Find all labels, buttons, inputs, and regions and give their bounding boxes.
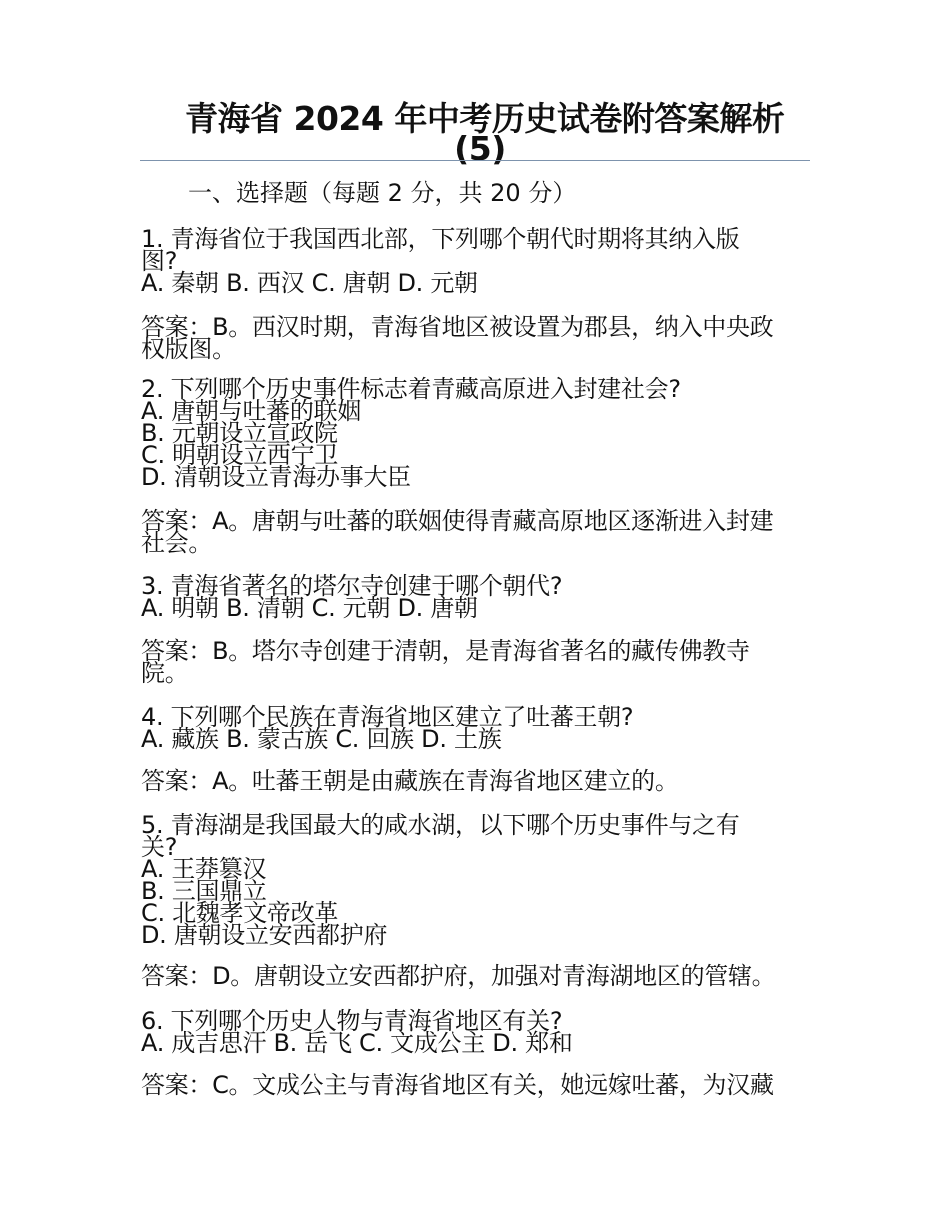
title-divider <box>140 160 810 161</box>
answer-text: 答案：D。唐朝设立安西都护府，加强对青海湖地区的管辖。 <box>141 962 776 990</box>
answer-text: 权版图。 <box>141 335 236 363</box>
question-option: A. 唐朝与吐蕃的联姻 <box>141 397 361 425</box>
question-option: D. 清朝设立青海办事大臣 <box>141 463 411 491</box>
question-option: D. 唐朝设立安西都护府 <box>141 921 388 949</box>
question-stem: 图? <box>141 247 178 275</box>
question-option: C. 明朝设立西宁卫 <box>141 441 339 469</box>
question-stem: 3. 青海省著名的塔尔寺创建于哪个朝代? <box>141 572 563 600</box>
question-stem: 5. 青海湖是我国最大的咸水湖，以下哪个历史事件与之有 <box>141 811 740 839</box>
question-4 <box>141 703 821 753</box>
question-stem: 6. 下列哪个历史人物与青海省地区有关? <box>141 1007 563 1035</box>
answer-text: 答案：A。吐蕃王朝是由藏族在青海省地区建立的。 <box>141 767 679 795</box>
title-line-1: 青海省 2024 年中考历史试卷附答案解析 <box>185 99 785 138</box>
question-1 <box>141 225 821 297</box>
answer-text: 答案：B。西汉时期，青海省地区被设置为郡县，纳入中央政 <box>141 313 774 341</box>
answer-text: 答案：C。文成公主与青海省地区有关，她远嫁吐蕃，为汉藏 <box>141 1071 774 1099</box>
question-options: A. 藏族 B. 蒙古族 C. 回族 D. 土族 <box>141 725 502 753</box>
question-stem: 关? <box>141 833 178 861</box>
answer-3 <box>141 637 821 687</box>
question-option: B. 三国鼎立 <box>141 877 267 905</box>
question-options: A. 秦朝 B. 西汉 C. 唐朝 D. 元朝 <box>141 269 478 297</box>
question-6 <box>141 1007 821 1057</box>
answer-4 <box>141 767 821 795</box>
title-line-2: (5) <box>454 129 506 168</box>
question-option: C. 北魏孝文帝改革 <box>141 899 339 927</box>
question-option: A. 王莽篡汉 <box>141 855 267 883</box>
answer-5 <box>141 962 821 990</box>
answer-text: 答案：A。唐朝与吐蕃的联姻使得青藏高原地区逐渐进入封建 <box>141 507 774 535</box>
answer-text: 院。 <box>141 659 189 687</box>
question-options: A. 成吉思汗 B. 岳飞 C. 文成公主 D. 郑和 <box>141 1029 573 1057</box>
question-options: A. 明朝 B. 清朝 C. 元朝 D. 唐朝 <box>141 594 478 622</box>
question-3 <box>141 572 821 622</box>
document-title <box>185 99 815 168</box>
answer-6 <box>141 1071 821 1099</box>
answer-2 <box>141 507 821 557</box>
question-5 <box>141 811 821 949</box>
answer-text: 社会。 <box>141 529 213 557</box>
answer-text: 答案：B。塔尔寺创建于清朝，是青海省著名的藏传佛教寺 <box>141 637 750 665</box>
question-stem: 1. 青海省位于我国西北部，下列哪个朝代时期将其纳入版 <box>141 225 740 253</box>
section-header: 一、选择题（每题 2 分，共 20 分） <box>188 179 577 207</box>
question-stem: 2. 下列哪个历史事件标志着青藏高原进入封建社会? <box>141 375 681 403</box>
question-stem: 4. 下列哪个民族在青海省地区建立了吐蕃王朝? <box>141 703 634 731</box>
question-2 <box>141 375 821 491</box>
question-option: B. 元朝设立宣政院 <box>141 419 338 447</box>
answer-1 <box>141 313 821 363</box>
